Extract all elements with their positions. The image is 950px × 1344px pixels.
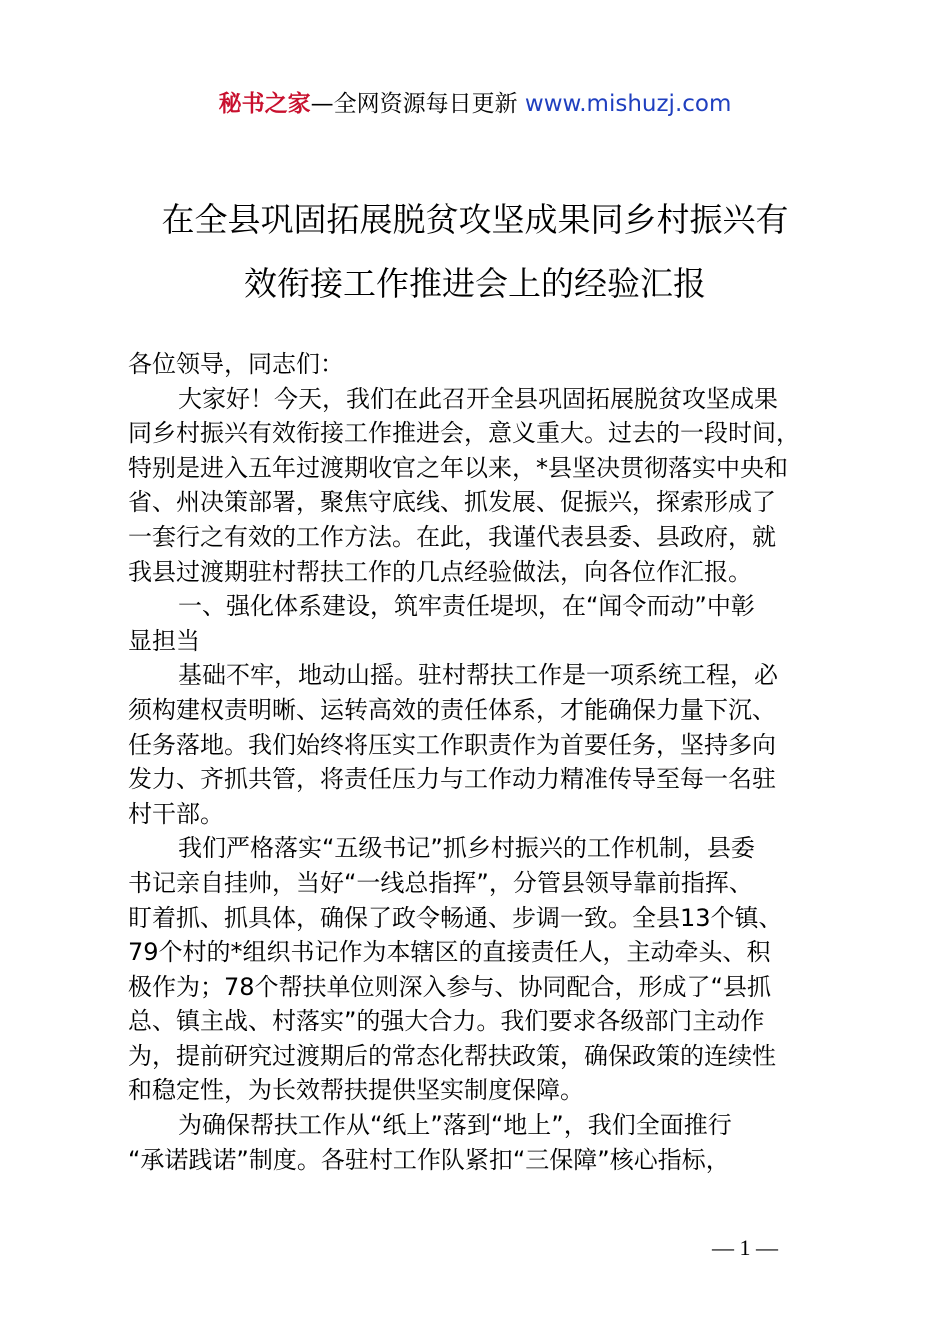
body-line: 我们严格落实“五级书记”抓乡村振兴的工作机制，县委 (178, 834, 755, 863)
page-number: — 1 — (712, 1235, 778, 1260)
body-line: 大家好！今天，我们在此召开全县巩固拓展脱贫攻坚成果 (178, 384, 778, 413)
body-line: 特别是进入五年过渡期收官之年以来，*县坚决贯彻落实中央和 (128, 453, 788, 482)
salutation: 各位领导，同志们： (128, 350, 344, 378)
section-heading-cont: 显担当 (128, 626, 200, 655)
body-line: 一套行之有效的工作方法。在此，我谨代表县委、县政府，就 (128, 522, 776, 551)
body-line: 基础不牢，地动山摇。驻村帮扶工作是一项系统工程，必 (178, 661, 778, 690)
body-line: 须构建权责明晰、运转高效的责任体系，才能确保力量下沉、 (128, 695, 776, 724)
section-heading: 一、强化体系建设，筑牢责任堤坝，在“闻令而动”中彰 (178, 592, 755, 621)
body-line: 书记亲自挂帅，当好“一线总指挥”，分管县领导靠前指挥、 (128, 868, 753, 897)
body-line: 村干部。 (128, 799, 224, 828)
body-line: 发力、齐抓共管，将责任压力与工作动力精准传导至每一名驻 (128, 765, 776, 794)
body-line: 任务落地。我们始终将压实工作职责作为首要任务，坚持多向 (128, 730, 776, 759)
document-body (128, 347, 838, 1177)
body-line: 和稳定性，为长效帮扶提供坚实制度保障。 (128, 1076, 584, 1105)
body-line: 省、州决策部署，聚焦守底线、抓发展、促振兴，探索形成了 (128, 488, 776, 517)
document-title (110, 188, 840, 316)
site-tagline: —全网资源每日更新 (310, 91, 525, 117)
body-line: 为，提前研究过渡期后的常态化帮扶政策，确保政策的连续性 (128, 1041, 776, 1070)
body-line: 极作为；78个帮扶单位则深入参与、协同配合，形成了“县抓 (128, 972, 771, 1001)
body-line: “承诺践诺”制度。各驻村工作队紧扣“三保障”核心指标， (128, 1145, 730, 1174)
title-line-2: 效衔接工作推进会上的经验汇报 (244, 264, 706, 303)
body-line: 同乡村振兴有效衔接工作推进会，意义重大。过去的一段时间， (128, 419, 800, 448)
body-line: 盯着抓、抓具体，确保了政令畅通、步调一致。全县13个镇、 (128, 903, 783, 932)
title-line-1: 在全县巩固拓展脱贫攻坚成果同乡村振兴有 (161, 200, 789, 239)
body-line: 总、镇主战、村落实”的强大合力。我们要求各级部门主动作 (128, 1007, 765, 1036)
site-brand: 秘书之家 (218, 91, 311, 117)
body-line: 我县过渡期驻村帮扶工作的几点经验做法，向各位作汇报。 (128, 557, 752, 586)
site-header (0, 88, 950, 120)
body-line: 79个村的*组织书记作为本辖区的直接责任人，主动牵头、积 (128, 938, 771, 967)
body-line: 为确保帮扶工作从“纸上”落到“地上”，我们全面推行 (178, 1111, 732, 1140)
site-url-link[interactable]: www.mishuzj.com (524, 91, 732, 117)
